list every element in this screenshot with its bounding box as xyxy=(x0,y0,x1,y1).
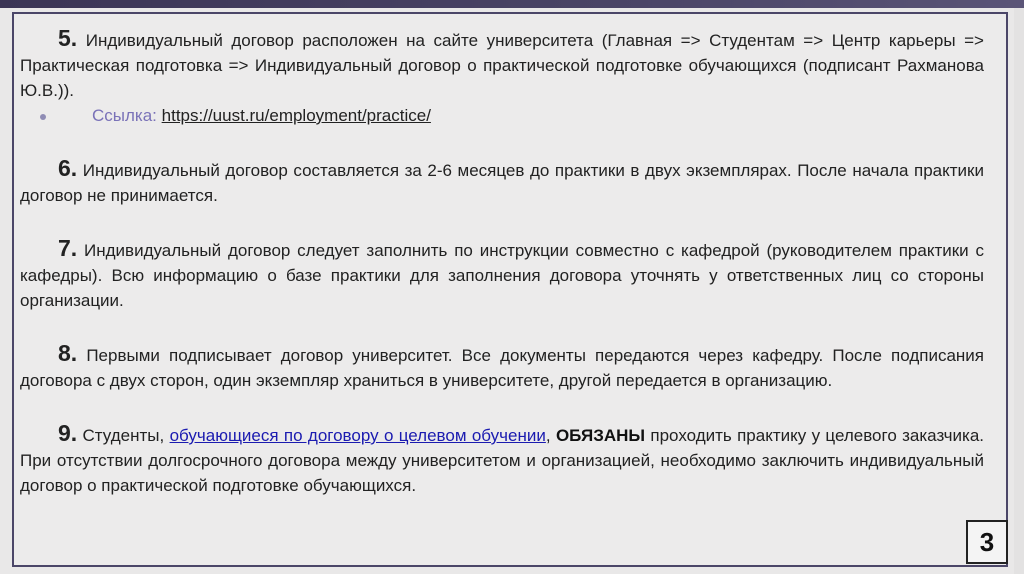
item-9-text-before: Студенты, xyxy=(82,426,165,445)
right-edge-strip xyxy=(1014,8,1024,574)
target-education-link[interactable]: обучающиеся по договору о целевом обучении xyxy=(169,426,546,445)
item-9-strong: ОБЯЗАНЫ xyxy=(555,426,646,445)
link-line xyxy=(20,103,984,128)
item-7-number: 7. xyxy=(58,235,78,261)
item-6-number: 6. xyxy=(58,155,78,181)
bullet-icon xyxy=(40,114,46,120)
item-8-number: 8. xyxy=(58,340,78,366)
item-7-text: Индивидуальный договор следует заполнить по инструкции совместно с кафедрой (руководителем практики с кафедры). Всю информацию о базе практики для заполнения договора уточнять у ответственных лиц со стороны организации. xyxy=(20,241,984,310)
item-9 xyxy=(20,421,984,498)
item-5-number: 5. xyxy=(58,25,78,51)
page-number-badge xyxy=(966,520,1008,564)
slide-content xyxy=(20,26,984,498)
item-9-text-after: проходить практику у целевого заказчика. При отсутствии долгосрочного договора между университетом и организацией, необходимо заключить индивидуальный договор о практической подготовке обучающихся. xyxy=(20,426,985,495)
item-6-text: Индивидуальный договор составляется за 2-6 месяцев до практики в двух экземплярах. После начала практики договор не принимается. xyxy=(20,161,984,205)
item-7 xyxy=(20,236,984,313)
item-6 xyxy=(20,156,984,208)
item-9-number: 9. xyxy=(58,420,78,446)
item-9-comma: , xyxy=(545,426,551,445)
page-number: 3 xyxy=(979,526,995,557)
item-8 xyxy=(20,341,984,393)
link-label: Ссылка: xyxy=(92,106,157,125)
item-8-text: Первыми подписывает договор университет. Все документы передаются через кафедру. После подписания договора с двух сторон, один экземпляр храниться в университете, другой передается в организацию. xyxy=(20,346,984,390)
practice-url-link[interactable]: https://uust.ru/employment/practice/ xyxy=(161,106,431,125)
top-bar xyxy=(0,0,1024,8)
item-5 xyxy=(20,26,984,103)
item-5-text: Индивидуальный договор расположен на сайте университета (Главная => Студентам => Центр карьеры => Практическая подготовка => Индивидуальный договор о практической подготовке обучающихся (подписант Рахманова Ю.В.)). xyxy=(20,31,984,100)
